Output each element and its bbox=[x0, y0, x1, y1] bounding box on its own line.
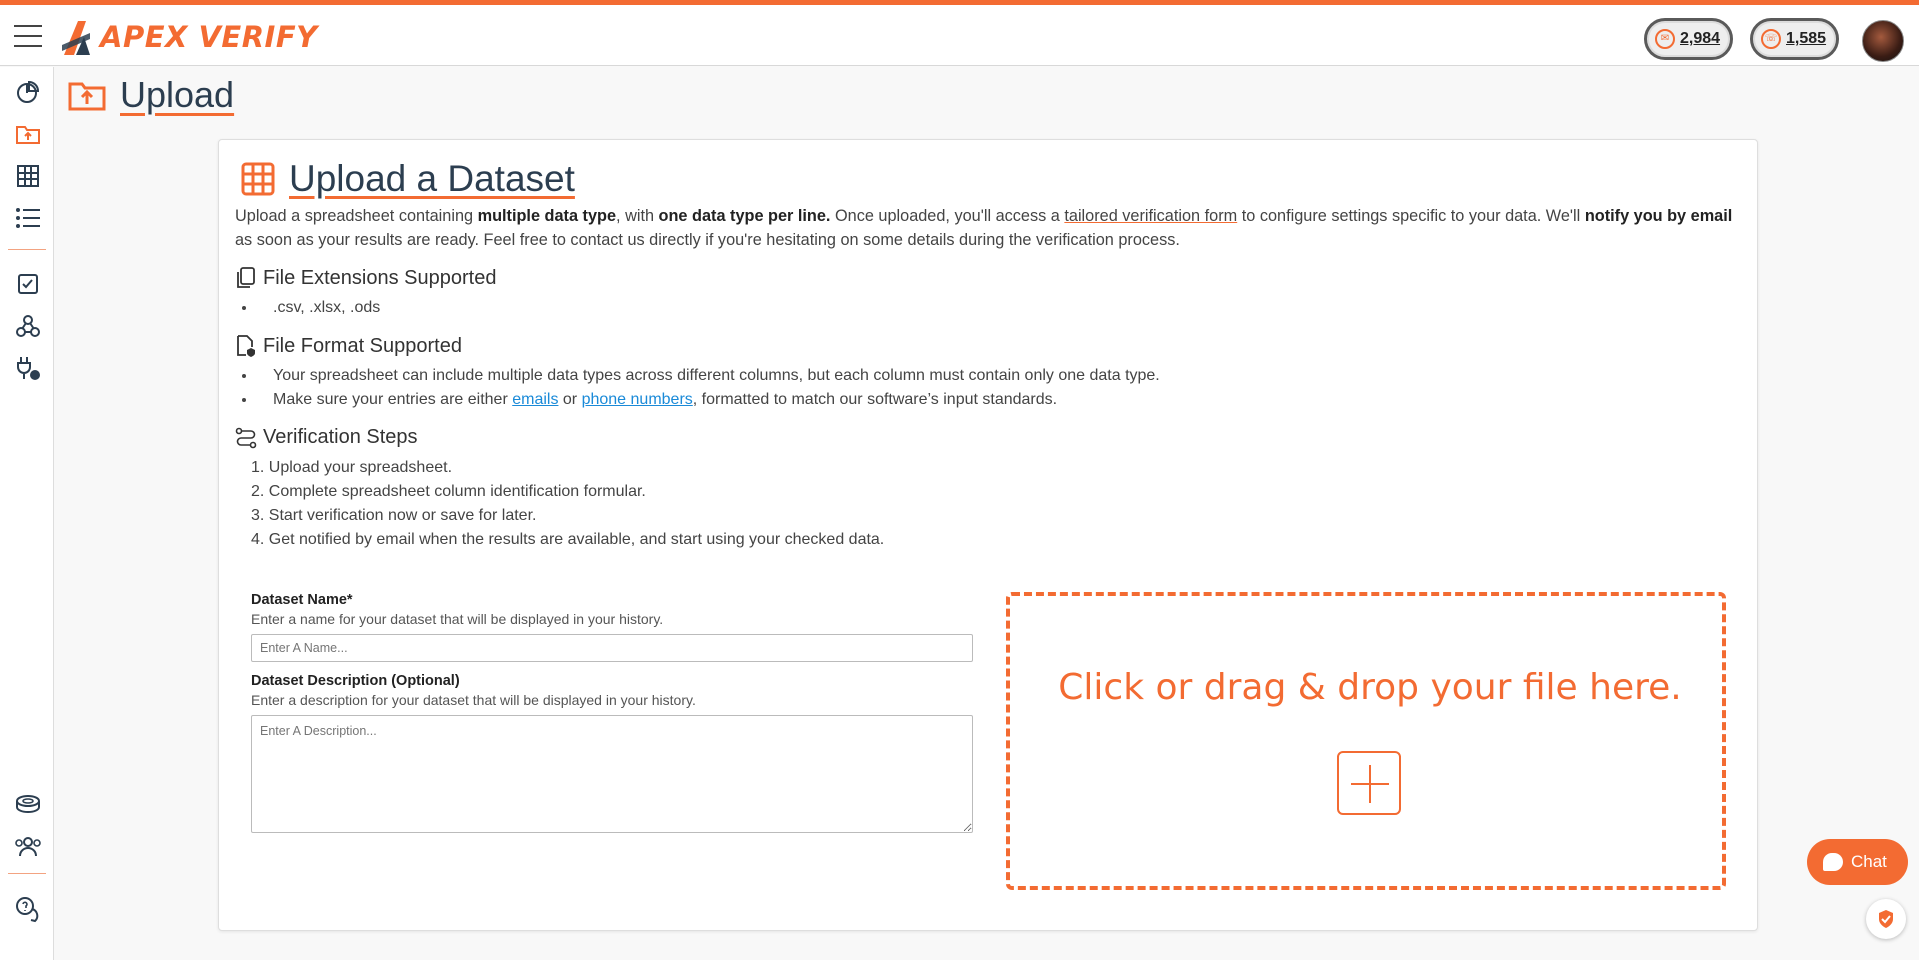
intro-segment: Once uploaded, you'll access a bbox=[830, 207, 1065, 225]
format-title: File Format Supported bbox=[263, 334, 462, 357]
list-item: • Your spreadsheet can include multiple data types across different columns, but each column must contain only one data type. bbox=[257, 364, 1160, 388]
file-dropzone[interactable] bbox=[1006, 592, 1726, 890]
dataset-form bbox=[251, 592, 973, 838]
format-list bbox=[235, 364, 1160, 412]
avatar[interactable] bbox=[1862, 20, 1904, 62]
list-text: , formatted to match our software’s input standards. bbox=[692, 391, 1058, 408]
list-text: Make sure your entries are either bbox=[273, 391, 513, 408]
emails-link[interactable]: emails bbox=[512, 391, 559, 408]
dataset-name-label: Dataset Name* bbox=[251, 592, 353, 608]
dataset-name-input[interactable] bbox=[251, 634, 973, 662]
add-file-icon[interactable] bbox=[1337, 751, 1401, 815]
phone-numbers-link[interactable]: phone numbers bbox=[581, 391, 693, 408]
steps-section-header bbox=[235, 426, 418, 449]
upload-folder-icon[interactable] bbox=[13, 119, 43, 149]
table-grid-icon bbox=[241, 162, 275, 196]
phone-credits-badge[interactable] bbox=[1750, 18, 1839, 60]
file-shield-icon bbox=[235, 334, 257, 358]
page-title: Upload bbox=[120, 74, 235, 115]
extensions-list bbox=[235, 296, 380, 320]
support-chat-icon[interactable] bbox=[13, 894, 43, 924]
list-icon[interactable] bbox=[13, 203, 43, 233]
checkbox-icon[interactable] bbox=[13, 269, 43, 299]
step-item: 1. Upload your spreadsheet. bbox=[251, 459, 453, 476]
intro-segment: as soon as your results are ready. Feel free to contact us directly if you're hesitating on some details during the verification process. bbox=[235, 231, 1180, 249]
steps-route-icon bbox=[235, 427, 257, 449]
plug-settings-icon[interactable] bbox=[13, 353, 43, 383]
chat-label: Chat bbox=[1851, 852, 1887, 871]
list-item bbox=[257, 388, 1160, 412]
email-credits-badge[interactable] bbox=[1644, 18, 1733, 60]
step-item: 2. Complete spreadsheet column identification formular. bbox=[251, 483, 646, 500]
step-item: 4. Get notified by email when the results are available, and start using your checked data. bbox=[251, 531, 885, 548]
format-section-header bbox=[235, 334, 462, 358]
step-item: 3. Start verification now or save for later. bbox=[251, 507, 537, 524]
files-copy-icon bbox=[235, 266, 257, 290]
sidebar bbox=[0, 67, 54, 960]
intro-segment: , with bbox=[616, 207, 659, 225]
intro-segment: to configure settings specific to your data. We'll bbox=[1237, 207, 1585, 225]
top-bar bbox=[0, 5, 1919, 66]
page-header bbox=[68, 74, 234, 116]
dataset-description-label: Dataset Description (Optional) bbox=[251, 673, 460, 689]
steps-list bbox=[235, 456, 884, 552]
chat-bubble-icon bbox=[1823, 853, 1843, 871]
intro-bold: multiple data type bbox=[477, 207, 617, 225]
intro-segment: Upload a spreadsheet containing bbox=[235, 207, 478, 225]
users-icon[interactable] bbox=[13, 831, 43, 861]
card-title: Upload a Dataset bbox=[289, 158, 575, 199]
brand-name: APEX VERIFY bbox=[100, 20, 318, 54]
webhook-icon[interactable] bbox=[13, 311, 43, 341]
dataset-description-textarea[interactable] bbox=[251, 715, 973, 833]
intro-bold: one data type per line. bbox=[658, 207, 831, 225]
dataset-description-help: Enter a description for your dataset that will be displayed in your history. bbox=[251, 692, 696, 708]
extensions-section-header bbox=[235, 266, 496, 290]
list-item: • .csv, .xlsx, .ods bbox=[257, 296, 380, 320]
dashboard-pie-icon[interactable] bbox=[13, 77, 43, 107]
phone-credits-icon: ☏ bbox=[1761, 29, 1781, 49]
upload-folder-icon bbox=[68, 79, 106, 111]
steps-title: Verification Steps bbox=[263, 426, 418, 448]
dataset-name-help: Enter a name for your dataset that will be displayed in your history. bbox=[251, 611, 664, 627]
upload-card bbox=[218, 139, 1758, 931]
sidebar-divider bbox=[8, 873, 46, 874]
privacy-shield-button[interactable] bbox=[1866, 899, 1906, 939]
menu-icon[interactable] bbox=[14, 25, 42, 49]
email-credits-value: 2,984 bbox=[1680, 30, 1721, 47]
card-header bbox=[241, 158, 575, 200]
sidebar-divider bbox=[8, 249, 46, 250]
apex-logo-mark-icon bbox=[60, 17, 100, 57]
phone-credits-value: 1,585 bbox=[1786, 30, 1827, 47]
verification-form-link[interactable]: tailored verification form bbox=[1064, 207, 1238, 225]
table-grid-icon[interactable] bbox=[13, 161, 43, 191]
brand-logo[interactable] bbox=[60, 15, 318, 59]
intro-text bbox=[235, 204, 1745, 252]
email-credits-icon: ✉ bbox=[1655, 29, 1675, 49]
chat-button[interactable] bbox=[1807, 839, 1908, 885]
shield-check-icon bbox=[1877, 909, 1895, 929]
intro-bold: notify you by email bbox=[1584, 207, 1733, 225]
list-text: or bbox=[558, 391, 582, 408]
dropzone-text: Click or drag & drop your file here. bbox=[1058, 667, 1682, 708]
extensions-title: File Extensions Supported bbox=[263, 266, 497, 289]
coins-icon[interactable] bbox=[13, 789, 43, 819]
